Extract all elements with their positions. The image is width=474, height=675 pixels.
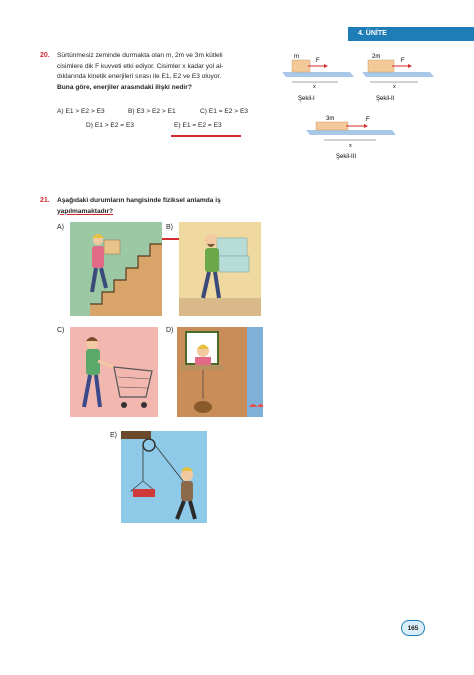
figure-3-distance: x bbox=[349, 143, 352, 149]
option-b-text: E3 > E2 > E1 bbox=[136, 108, 176, 115]
pic-label-b: B) bbox=[166, 224, 173, 231]
figure-1 bbox=[282, 54, 354, 102]
picture-a-stairs[interactable] bbox=[70, 222, 162, 316]
option-b-letter: B) bbox=[128, 108, 135, 115]
figure-1-mass: m bbox=[294, 54, 299, 60]
figure-2-distance: x bbox=[393, 84, 396, 90]
figure-1-caption: Şekil-I bbox=[298, 96, 315, 102]
answer-underline bbox=[171, 135, 241, 137]
option-e-letter: E) bbox=[174, 122, 181, 129]
option-c-letter: C) bbox=[200, 108, 207, 115]
question-21-line-2: yapılmamaktadır? bbox=[57, 207, 114, 215]
figure-2-caption: Şekil-II bbox=[376, 96, 395, 102]
option-a-text: E1 > E2 > E3 bbox=[65, 108, 105, 115]
pic-label-d: D) bbox=[166, 327, 174, 334]
option-a-letter: A) bbox=[57, 108, 64, 115]
option-d[interactable] bbox=[86, 122, 134, 129]
pic-label-e: E) bbox=[110, 432, 117, 439]
figure-1-force: F bbox=[316, 58, 320, 64]
question-20-number: 20. bbox=[40, 52, 50, 59]
option-d-letter: D) bbox=[86, 122, 93, 129]
question-20-prompt: Buna göre, enerjiler arasındaki ilişki nedir? bbox=[57, 83, 192, 91]
option-a[interactable] bbox=[57, 108, 105, 115]
pic-label-c: C) bbox=[57, 327, 65, 334]
option-c[interactable] bbox=[200, 108, 248, 115]
question-20-line-2: cisimlere dik F kuvveti etki ediyor. Cisimler x kadar yol al- bbox=[57, 62, 224, 70]
question-21-line-1: Aşağıdaki durumların hangisinde fiziksel anlamda iş bbox=[57, 197, 221, 204]
figure-1-distance: x bbox=[313, 84, 316, 90]
picture-c-shopping-cart[interactable] bbox=[70, 327, 158, 417]
q20-figures bbox=[280, 48, 470, 168]
picture-e-pulley[interactable] bbox=[121, 431, 207, 523]
picture-b-carrying-boxes[interactable] bbox=[179, 222, 261, 316]
page-number: 165 bbox=[401, 620, 425, 636]
question-20-line-1: Sürtünmesiz zeminde durmakta olan m, 2m ve 3m kütleli bbox=[57, 52, 223, 59]
figure-3-caption: Şekil-III bbox=[336, 154, 357, 160]
question-21-text bbox=[57, 196, 272, 217]
figure-2 bbox=[362, 54, 434, 102]
option-b[interactable] bbox=[128, 108, 176, 115]
figure-3-force: F bbox=[366, 117, 370, 123]
figure-3 bbox=[306, 116, 396, 160]
figure-2-force: F bbox=[401, 58, 405, 64]
unit-tab: 4. ÜNİTE bbox=[348, 27, 474, 41]
figure-2-mass: 2m bbox=[372, 54, 381, 60]
option-c-text: E1 = E2 > E3 bbox=[208, 108, 249, 115]
option-e[interactable] bbox=[174, 122, 222, 129]
question-21-number: 21. bbox=[40, 197, 50, 204]
question-20-line-3: dıklarında kinetik enerjileri sırası ile E1, E2 ve E3 oluyor. bbox=[57, 73, 222, 80]
option-e-text: E1 = E2 = E3 bbox=[182, 122, 222, 129]
figure-3-mass: 3m bbox=[326, 116, 335, 122]
picture-d-window-bag[interactable] bbox=[177, 327, 263, 417]
option-d-text: E1 > E2 = E3 bbox=[94, 122, 135, 129]
pic-label-a: A) bbox=[57, 224, 64, 231]
question-20-text bbox=[57, 51, 272, 93]
